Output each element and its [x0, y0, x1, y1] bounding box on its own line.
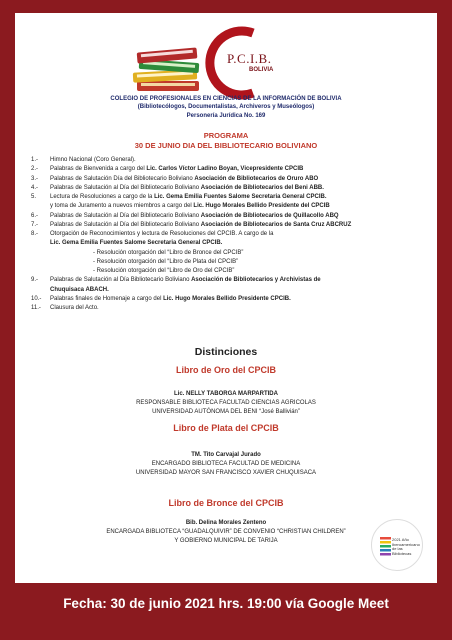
program-heading — [15, 131, 437, 151]
agenda-item — [31, 239, 431, 248]
recipient-institution: UNIVERSIDAD AUTÓNOMA DEL BENI “José Ballivián” — [152, 409, 300, 415]
award-recipient-gold — [15, 390, 437, 417]
agenda-highlight: Lic. Carlos Víctor Ladino Boyan, Vicepresidente CPCIB — [146, 166, 304, 173]
agenda-item — [31, 175, 431, 184]
agenda-number: 9.- — [31, 277, 39, 284]
agenda-highlight: Lic. Gema Emilia Fuentes Salome Secretaria General CPCIB. — [50, 240, 223, 247]
agenda-highlight: Asociación de Bibliotecarios y Archivistas de — [191, 277, 321, 284]
agenda-item — [31, 267, 431, 276]
agenda-text: Palabras de Bienvenida a cargo del — [50, 166, 147, 173]
logo-country: BOLIVIA — [249, 67, 274, 73]
agenda-text: Palabras finales de Homenaje a cargo del — [50, 295, 164, 302]
agenda-item — [31, 193, 431, 202]
recipient-role: ENCARGADO BIBLIOTECA FACULTAD DE MEDICINA — [151, 461, 301, 467]
agenda-item — [31, 230, 431, 239]
agenda-highlight: Asociación de Bibliotecarios de Oruro ABO — [194, 175, 319, 182]
org-subtitle: (Bibliotecólogos, Documentalistas, Archiveros y Museólogos) — [137, 104, 315, 111]
agenda-item — [31, 156, 431, 165]
agenda-item — [31, 212, 431, 221]
agenda-highlight: Asociación de Bibliotecarios del Beni ABB. — [200, 184, 324, 191]
badge-label — [392, 538, 422, 556]
agenda-item — [31, 184, 431, 193]
agenda-highlight: Asociación de Bibliotecarios de Quillacollo ABQ — [200, 212, 339, 219]
agenda-list — [31, 156, 431, 313]
agenda-text: Palabras de Salutación al Día Bibliotecario Boliviano — [50, 277, 192, 284]
agenda-number: 6.- — [31, 212, 39, 219]
agenda-item — [31, 286, 431, 295]
agenda-highlight: Lic. Hugo Morales Bellido Presidente CPCIB. — [163, 295, 291, 302]
agenda-item — [31, 221, 431, 230]
agenda-number: 5. — [31, 194, 37, 200]
agenda-number: 3.- — [31, 175, 39, 182]
agenda-highlight: Lic. Gema Emilia Fuentes Salome Secretaria General CPCIB. — [154, 194, 327, 200]
program-sheet — [15, 13, 437, 583]
books-stack-icon — [125, 23, 305, 103]
event-date-footer: Fecha: 30 de junio 2021 hrs. 19:00 vía Google Meet — [63, 596, 389, 611]
award-recipient-silver — [15, 451, 437, 478]
badge-year: 2021 Año — [392, 537, 409, 542]
agenda-text: Otorgación de Reconocimientos y lectura de Resoluciones del CPCIB. A cargo de la — [50, 231, 274, 237]
agenda-text: Palabras de Salutación Día del Bibliotecario Boliviano — [50, 175, 195, 182]
recipient-name: TM. Tito Carvajal Jurado — [191, 452, 261, 458]
recipient-institution: Y GOBIERNO MUNICIPAL DE TARIJA — [174, 538, 278, 544]
agenda-text: Palabras de Salutación al Día del Bibliotecario Boliviano — [50, 184, 201, 191]
agenda-text: Lectura de Resoluciones a cargo de la — [50, 194, 155, 200]
agenda-number: 1.- — [31, 157, 39, 163]
agenda-number: 10.- — [31, 295, 42, 302]
agenda-text: y toma de Juramento a nuevos miembros a cargo del — [50, 203, 194, 210]
logo-initials: P.C.I.B. — [227, 51, 272, 66]
org-header — [15, 95, 437, 120]
agenda-highlight: Lic. Hugo Morales Bellido Presidente del CPCIB — [193, 203, 330, 210]
agenda-item — [31, 295, 431, 304]
agenda-item — [31, 304, 431, 313]
agenda-text: Palabras de Salutación al Día del Bibliotecario Boliviano — [50, 221, 201, 228]
award-title-bronze: Libro de Bronce del CPCIB — [168, 498, 284, 508]
agenda-item — [31, 202, 431, 211]
agenda-item — [31, 165, 431, 174]
agenda-number: 4.- — [31, 184, 39, 191]
agenda-text: Himno Nacional (Coro General). — [50, 157, 136, 163]
agenda-number: 2.- — [31, 166, 39, 173]
iberoamerican-year-badge — [371, 519, 423, 571]
agenda-item — [31, 249, 431, 258]
agenda-number: 8.- — [31, 231, 39, 237]
recipient-role: RESPONSABLE BIBLIOTECA FACULTAD CIENCIAS AGRICOLAS — [136, 400, 316, 406]
agenda-highlight: Asociación de Bibliotecarios de Santa Cruz ABCRUZ — [200, 221, 352, 228]
recipient-name: Lic. NELLY TABORGA MARPARTIDA — [174, 391, 278, 397]
org-legal: Personería Jurídica No. 169 — [186, 112, 266, 119]
agenda-number: 7.- — [31, 221, 39, 228]
agenda-text: - Resolución otorgación del “Libro de Oro del CPCIB” — [93, 268, 235, 274]
agenda-item — [31, 258, 431, 267]
cpcib-logo — [125, 23, 305, 103]
org-name: COLEGIO DE PROFESIONALES EN CIENCIAS DE LA INFORMACIÓN DE BOLIVIA — [110, 96, 342, 102]
distinctions-title: Distinciones — [194, 346, 258, 358]
recipient-name: Bib. Delina Morales Zenteno — [185, 520, 267, 526]
award-title-silver: Libro de Plata del CPCIB — [173, 423, 279, 433]
program-subtitle: 30 DE JUNIO DIA DEL BIBLIOTECARIO BOLIVIANO — [134, 141, 318, 150]
recipient-institution: UNIVERSIDAD MAYOR SAN FRANCISCO XAVIER CHUQUISACA — [135, 470, 317, 476]
badge-line3: de las Bibliotecas — [392, 546, 412, 556]
agenda-text: - Resolución otorgación del “Libro de Plata del CPCIB” — [93, 258, 239, 265]
agenda-text: Clausura del Acto. — [50, 305, 99, 311]
recipient-role: ENCARGADA BIBLIOTECA “GUADALQUIVIR” DE CONVENIO “CHRISTIAN CHILDREN” — [106, 529, 346, 535]
agenda-number: 11.- — [31, 305, 41, 311]
award-title-gold: Libro de Oro del CPCIB — [175, 365, 276, 375]
agenda-text: Palabras de Salutación al Día del Bibliotecario Boliviano — [50, 212, 201, 219]
agenda-item — [31, 276, 431, 285]
agenda-text: - Resolución otorgación del “Libro de Bronce del CPCIB” — [93, 249, 244, 256]
badge-line2: Iberoamericano — [392, 541, 420, 547]
agenda-highlight: Chuquisaca ABACH. — [50, 286, 109, 293]
program-title: PROGRAMA — [203, 131, 249, 140]
